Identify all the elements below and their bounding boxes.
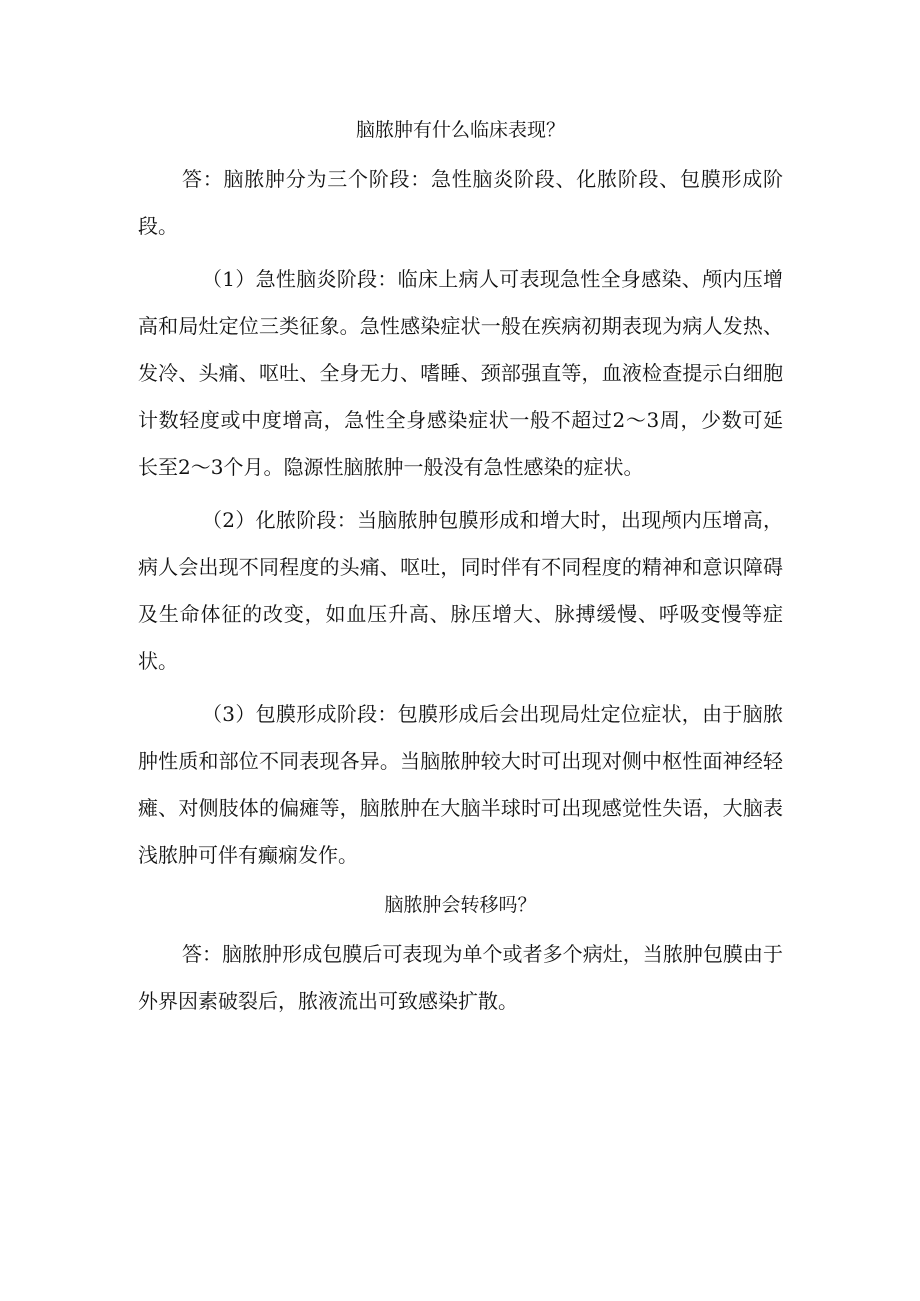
stage-3-paragraph: （3）包膜形成阶段：包膜形成后会出现局灶定位症状，由于脑脓肿性质和部位不同表现各异。当脑脓肿较大时可出现对侧中枢性面神经轻瘫、对侧肢体的偏瘫等，脑脓肿在大脑半球时可出现感觉性失语，大脑表浅脓肿可伴有癫痫发作。 bbox=[138, 702, 783, 867]
document-body bbox=[138, 110, 783, 1031]
question-title-2: 脑脓肿会转移吗？ bbox=[384, 894, 537, 916]
stage-1-paragraph: （1）急性脑炎阶段：临床上病人可表现急性全身感染、颅内压增高和局灶定位三类征象。急性感染症状一般在疾病初期表现为病人发热、发冷、头痛、呕吐、全身无力、嗜睡、颈部强直等，血液检查提示白细胞计数轻度或中度增高，急性全身感染症状一般不超过2～3周，少数可延长至2～3个月。隐源性脑脓肿一般没有急性感染的症状。 bbox=[138, 267, 783, 479]
stage-2-paragraph: （2）化脓阶段：当脑脓肿包膜形成和增大时，出现颅内压增高，病人会出现不同程度的头痛、呕吐，同时伴有不同程度的精神和意识障碍及生命体征的改变，如血压升高、脉压增大、脉搏缓慢、呼吸变慢等症状。 bbox=[138, 508, 783, 673]
question-title-1: 脑脓肿有什么临床表现？ bbox=[355, 119, 565, 141]
answer-paragraph-1: 答：脑脓肿分为三个阶段：急性脑炎阶段、化脓阶段、包膜形成阶段。 bbox=[138, 167, 783, 238]
answer-paragraph-2: 答：脑脓肿形成包膜后可表现为单个或者多个病灶，当脓肿包膜由于外界因素破裂后，脓液流出可致感染扩散。 bbox=[138, 942, 783, 1013]
